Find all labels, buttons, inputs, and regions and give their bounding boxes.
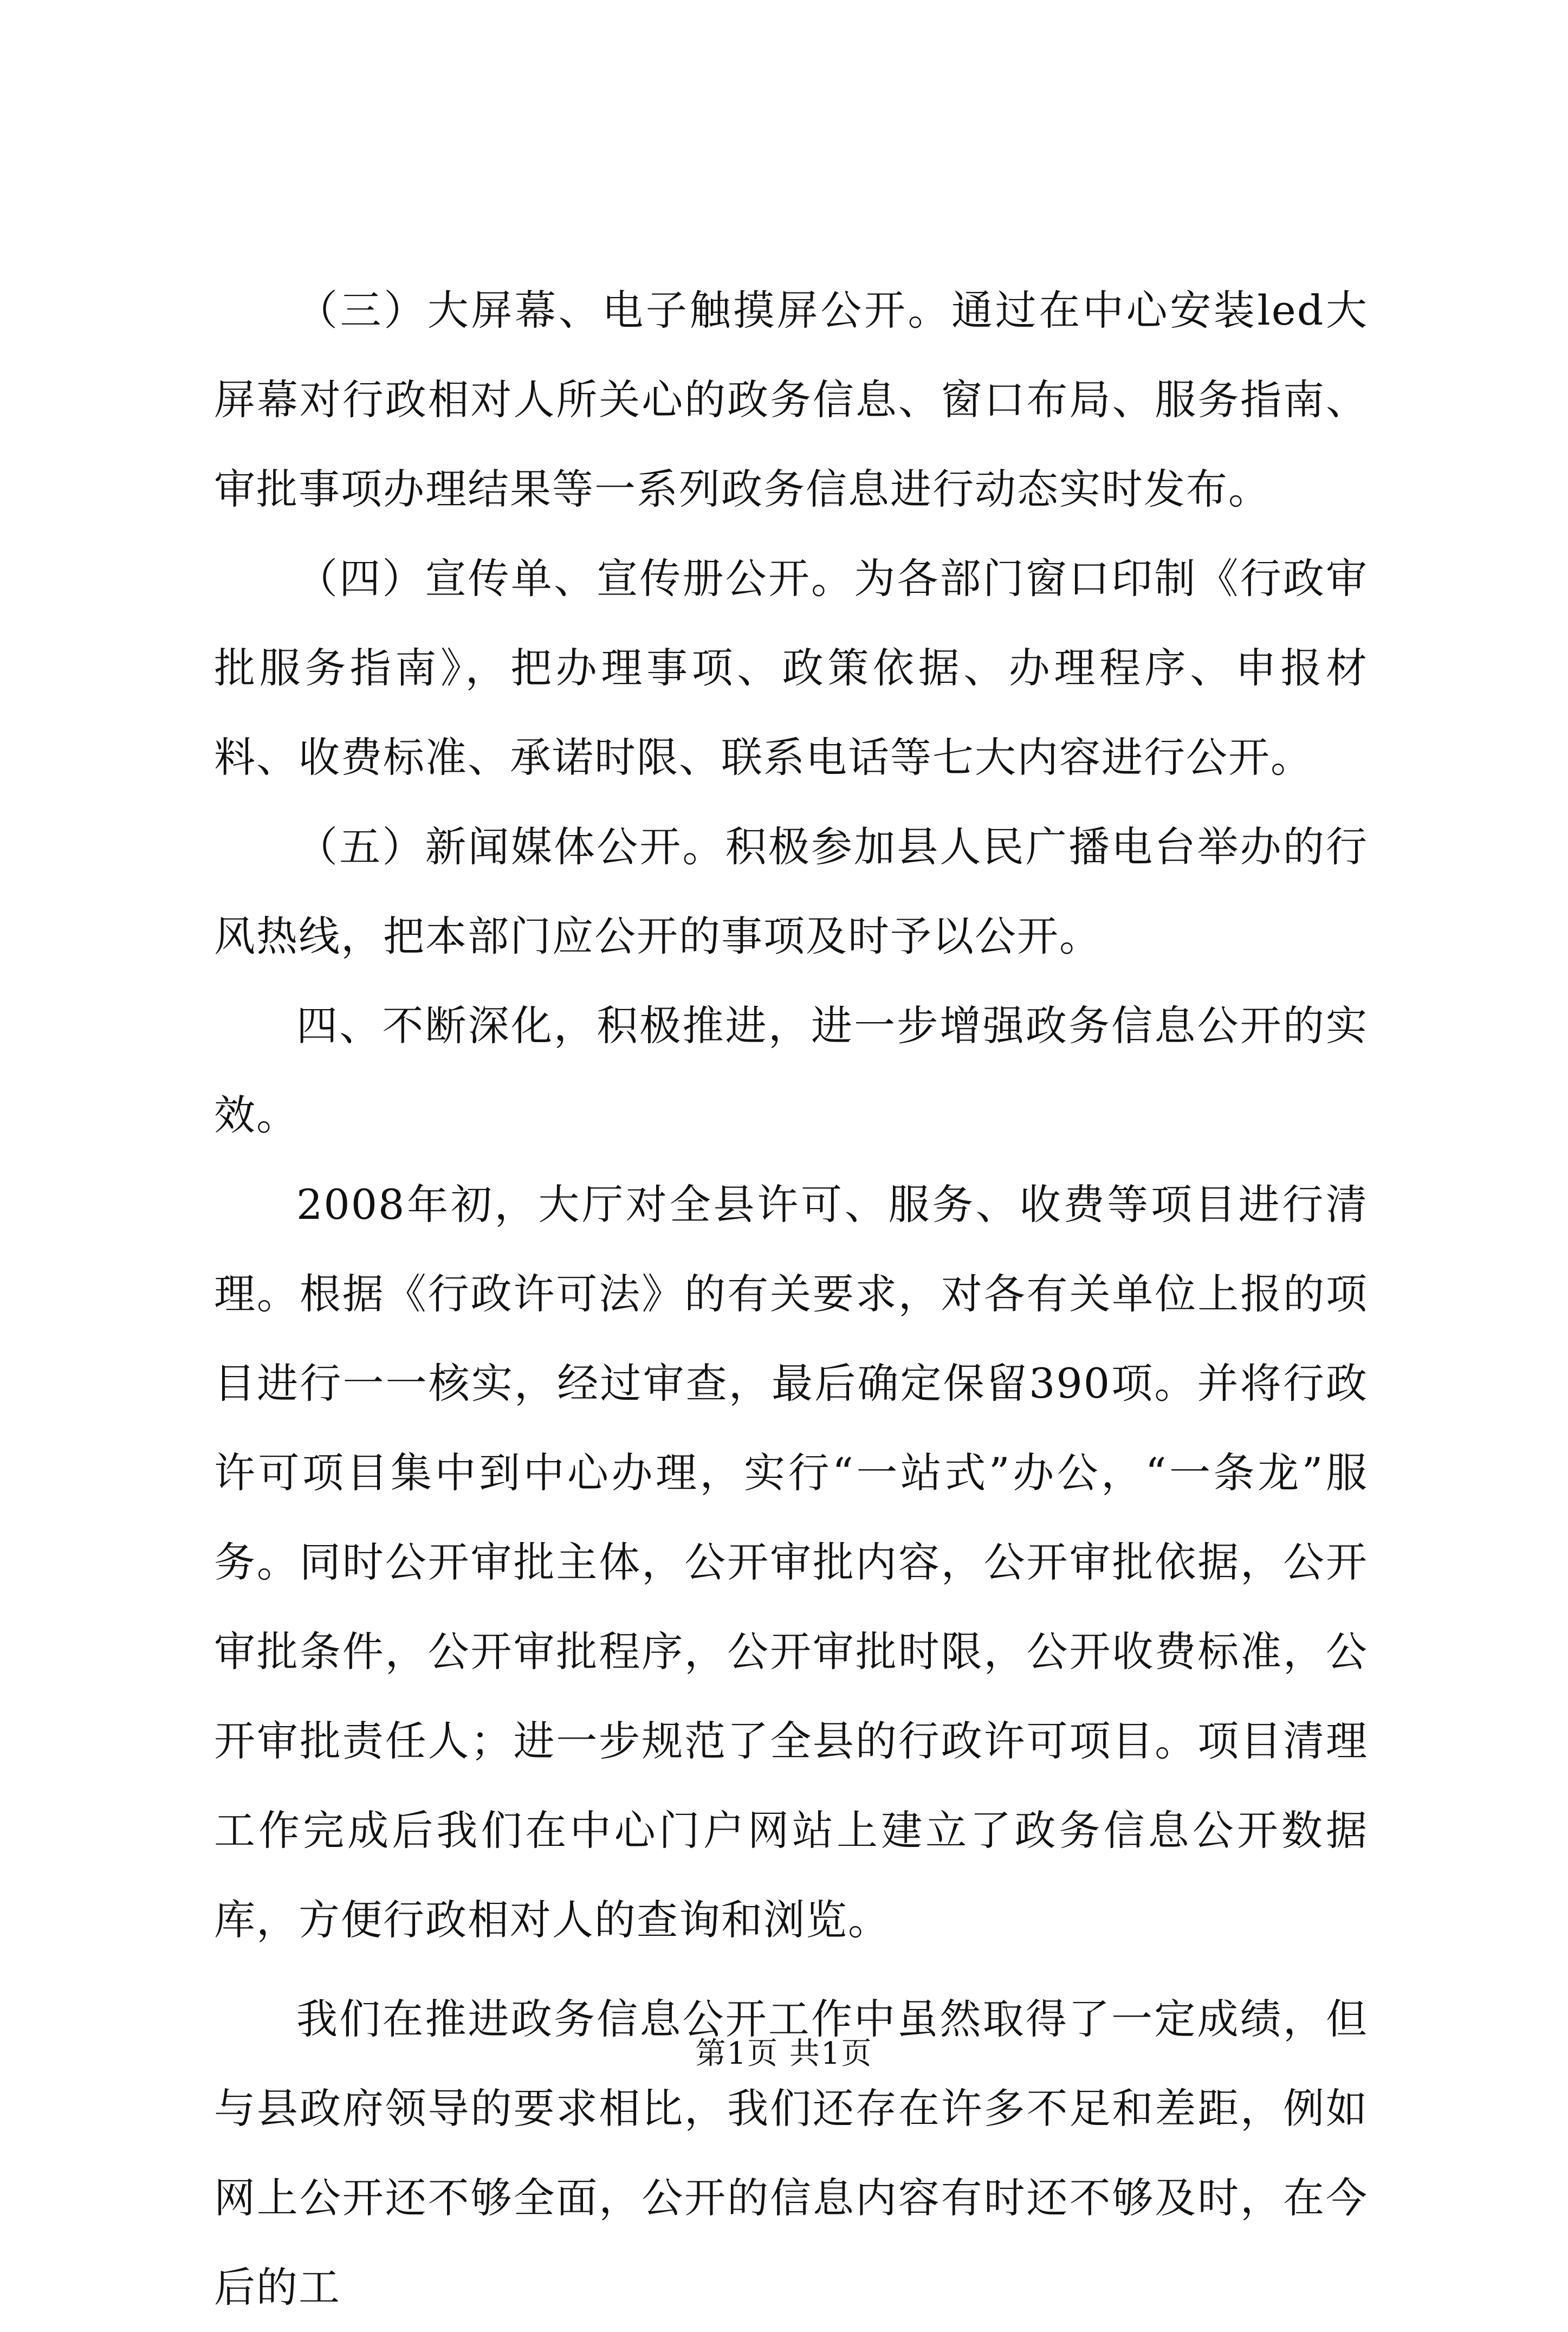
document-body bbox=[214, 266, 1368, 2332]
page-footer: 第1页 共1页 bbox=[695, 2036, 873, 2071]
section-heading-4: 四、不断深化，积极推进，进一步增强政务信息公开的实效。 bbox=[214, 1002, 1368, 1139]
paragraph-2008-cleanup: 2008年初，大厅对全县许可、服务、收费等项目进行清理。根据《行政许可法》的有关要求，对各有关单位上报的项目进行一一核实，经过审查，最后确定保留390项。并将行政许可项目集中到中心办理，实行“一站式”办公，“一条龙”服务。同时公开审批主体，公开审批内容，公开审批依据，公开审批条件，公开审批程序，公开审批时限，公开收费标准，公开审批责任人；进一步规范了全县的行政许可项目。项目清理工作完成后我们在中心门户网站上建立了政务信息公开数据库，方便行政相对人的查询和浏览。 bbox=[214, 1180, 1368, 1944]
paragraph-5-news-media: （五）新闻媒体公开。积极参加县人民广播电台举办的行风热线，把本部门应公开的事项及时予以公开。 bbox=[214, 823, 1368, 960]
paragraph-4-brochures: （四）宣传单、宣传册公开。为各部门窗口印制《行政审批服务指南》，把办理事项、政策依据、办理程序、申报材料、收费标准、承诺时限、联系电话等七大内容进行公开。 bbox=[214, 554, 1368, 781]
paragraph-shortcomings: 我们在推进政务信息公开工作中虽然取得了一定成绩，但与县政府领导的要求相比，我们还存在许多不足和差距，例如网上公开还不够全面，公开的信息内容有时还不够及时，在今后的工 bbox=[214, 1995, 1368, 2311]
paragraph-3-large-screen: （三）大屏幕、电子触摸屏公开。通过在中心安装led大屏幕对行政相对人所关心的政务信息、窗口布局、服务指南、审批事项办理结果等一系列政务信息进行动态实时发布。 bbox=[214, 286, 1368, 513]
